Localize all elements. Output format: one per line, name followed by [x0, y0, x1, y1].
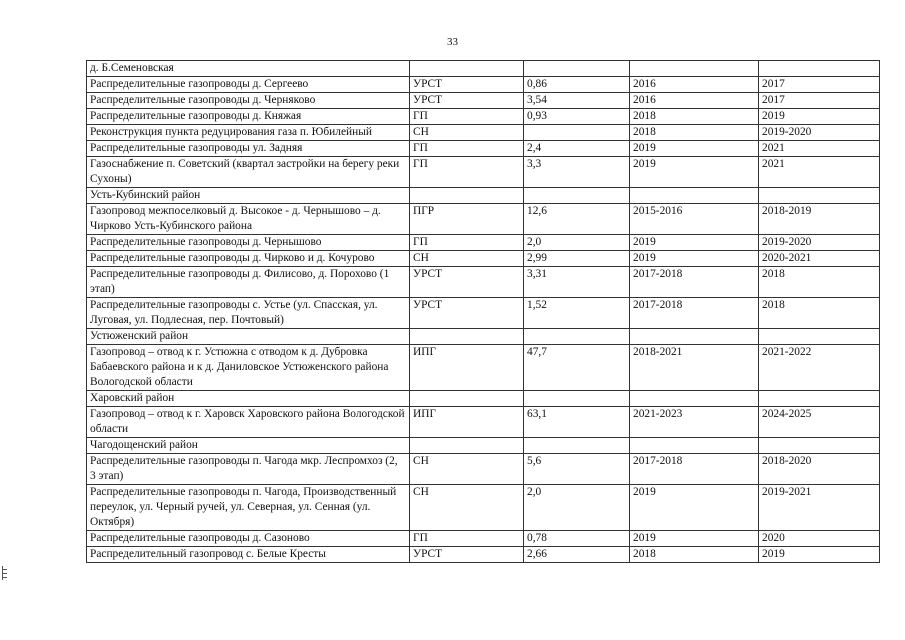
construction-period-cell: 2018 [759, 298, 880, 329]
object-name-cell: Распределительные газопроводы д. Черняково [87, 93, 410, 109]
design-period-cell [630, 188, 759, 204]
object-name-cell: Чагодощенский район [87, 438, 410, 454]
length-cell [524, 125, 630, 141]
table-row [87, 438, 880, 454]
table-row [87, 251, 880, 267]
length-cell [524, 188, 630, 204]
construction-period-cell: 2021 [759, 157, 880, 188]
gas-type-cell: ИПГ [410, 407, 524, 438]
length-cell [524, 329, 630, 345]
gas-type-cell [410, 391, 524, 407]
object-name-cell: Распределительные газопроводы д. Чирково и д. Кочурово [87, 251, 410, 267]
construction-period-cell [759, 329, 880, 345]
length-cell: 0,86 [524, 77, 630, 93]
gas-type-cell: ГП [410, 109, 524, 125]
design-period-cell: 2016 [630, 77, 759, 93]
length-cell: 3,54 [524, 93, 630, 109]
construction-period-cell: 2020-2021 [759, 251, 880, 267]
length-cell: 47,7 [524, 345, 630, 391]
design-period-cell: 2018 [630, 125, 759, 141]
table-row [87, 345, 880, 391]
object-name-cell: Газоснабжение п. Советский (квартал застройки на берегу реки Сухоны) [87, 157, 410, 188]
table-row [87, 188, 880, 204]
gas-type-cell: СН [410, 485, 524, 531]
table-row [87, 454, 880, 485]
length-cell: 63,1 [524, 407, 630, 438]
length-cell [524, 391, 630, 407]
design-period-cell: 2019 [630, 141, 759, 157]
table-row [87, 298, 880, 329]
design-period-cell: 2016 [630, 93, 759, 109]
design-period-cell [630, 391, 759, 407]
construction-period-cell: 2017 [759, 77, 880, 93]
object-name-cell: Газопровод – отвод к г. Харовск Харовского района Вологодской области [87, 407, 410, 438]
design-period-cell: 2019 [630, 251, 759, 267]
length-cell: 2,4 [524, 141, 630, 157]
object-name-cell: Газопровод – отвод к г. Устюжна с отводом к д. Дубровка Бабаевского района и к д. Даниловское Устюженского района Вологодской области [87, 345, 410, 391]
construction-period-cell: 2021-2022 [759, 345, 880, 391]
design-period-cell: 2021-2023 [630, 407, 759, 438]
gas-type-cell [410, 61, 524, 77]
gas-type-cell: ИПГ [410, 345, 524, 391]
object-name-cell: Распределительные газопроводы с. Устье (ул. Спасская, ул. Луговая, ул. Подлесная, пер. Почтовый) [87, 298, 410, 329]
gas-type-cell: ГП [410, 531, 524, 547]
length-cell: 2,66 [524, 547, 630, 563]
design-period-cell: 2018 [630, 109, 759, 125]
length-cell: 2,0 [524, 235, 630, 251]
length-cell: 3,3 [524, 157, 630, 188]
object-name-cell: Распределительные газопроводы д. Сергеево [87, 77, 410, 93]
object-name-cell: Распределительные газопроводы ул. Задняя [87, 141, 410, 157]
object-name-cell: Устюженский район [87, 329, 410, 345]
table-row [87, 547, 880, 563]
design-period-cell [630, 329, 759, 345]
design-period-cell: 2017-2018 [630, 267, 759, 298]
table-row [87, 485, 880, 531]
table-row [87, 267, 880, 298]
construction-period-cell: 2019-2021 [759, 485, 880, 531]
construction-period-cell: 2018 [759, 267, 880, 298]
design-period-cell: 2017-2018 [630, 454, 759, 485]
length-cell: 12,6 [524, 204, 630, 235]
object-name-cell: Реконструкция пункта редуцирования газа п. Юбилейный [87, 125, 410, 141]
design-period-cell [630, 438, 759, 454]
length-cell [524, 438, 630, 454]
object-name-cell: Распределительные газопроводы п. Чагода мкр. Леспромхоз (2, 3 этап) [87, 454, 410, 485]
construction-period-cell [759, 438, 880, 454]
design-period-cell [630, 61, 759, 77]
gas-type-cell: УРСТ [410, 77, 524, 93]
object-name-cell: Распределительный газопровод с. Белые Кресты [87, 547, 410, 563]
construction-period-cell [759, 61, 880, 77]
design-period-cell: 2019 [630, 485, 759, 531]
gas-type-cell: УРСТ [410, 547, 524, 563]
gas-type-cell [410, 438, 524, 454]
gas-type-cell: УРСТ [410, 93, 524, 109]
gas-type-cell [410, 188, 524, 204]
object-name-cell: д. Б.Семеновская [87, 61, 410, 77]
page-number: 33 [447, 36, 458, 48]
table-row [87, 141, 880, 157]
table-row [87, 235, 880, 251]
object-name-cell: Распределительные газопроводы д. Сазоново [87, 531, 410, 547]
table-row [87, 157, 880, 188]
construction-period-cell: 2017 [759, 93, 880, 109]
object-name-cell: Распределительные газопроводы д. Чернышово [87, 235, 410, 251]
gas-type-cell: УРСТ [410, 267, 524, 298]
length-cell: 2,0 [524, 485, 630, 531]
construction-period-cell: 2019-2020 [759, 125, 880, 141]
gas-type-cell: СН [410, 125, 524, 141]
table-row [87, 329, 880, 345]
gas-type-cell: УРСТ [410, 298, 524, 329]
gas-type-cell: ПГР [410, 204, 524, 235]
construction-period-cell: 2019 [759, 109, 880, 125]
table-row [87, 93, 880, 109]
object-name-cell: Харовский район [87, 391, 410, 407]
object-name-cell: Усть-Кубинский район [87, 188, 410, 204]
table-row [87, 204, 880, 235]
table-body [87, 61, 880, 563]
object-name-cell: Распределительные газопроводы д. Княжая [87, 109, 410, 125]
length-cell: 2,99 [524, 251, 630, 267]
construction-period-cell: 2019 [759, 547, 880, 563]
table-row [87, 531, 880, 547]
gas-type-cell [410, 329, 524, 345]
gas-pipeline-table [86, 60, 880, 563]
gas-type-cell: ГП [410, 157, 524, 188]
object-name-cell: Распределительные газопроводы п. Чагода, Производственный переулок, ул. Черный ручей, ул. Северная, ул. Сенная (ул. Октября) [87, 485, 410, 531]
design-period-cell: 2019 [630, 157, 759, 188]
design-period-cell: 2019 [630, 531, 759, 547]
gas-type-cell: ГП [410, 141, 524, 157]
table-row [87, 391, 880, 407]
table-row [87, 61, 880, 77]
construction-period-cell: 2018-2020 [759, 454, 880, 485]
construction-period-cell: 2020 [759, 531, 880, 547]
construction-period-cell: 2024-2025 [759, 407, 880, 438]
length-cell: 5,6 [524, 454, 630, 485]
gas-type-cell: ГП [410, 235, 524, 251]
length-cell: 1,52 [524, 298, 630, 329]
construction-period-cell [759, 391, 880, 407]
object-name-cell: Распределительные газопроводы д. Филисово, д. Порохово (1 этап) [87, 267, 410, 298]
length-cell [524, 61, 630, 77]
table-row [87, 407, 880, 438]
gas-type-cell: СН [410, 251, 524, 267]
length-cell: 3,31 [524, 267, 630, 298]
construction-period-cell: 2018-2019 [759, 204, 880, 235]
construction-period-cell: 2021 [759, 141, 880, 157]
table-row [87, 77, 880, 93]
table-row [87, 109, 880, 125]
design-period-cell: 2018 [630, 547, 759, 563]
gas-type-cell: СН [410, 454, 524, 485]
length-cell: 0,93 [524, 109, 630, 125]
construction-period-cell [759, 188, 880, 204]
design-period-cell: 2019 [630, 235, 759, 251]
margin-mark [2, 566, 6, 580]
construction-period-cell: 2019-2020 [759, 235, 880, 251]
length-cell: 0,78 [524, 531, 630, 547]
design-period-cell: 2015-2016 [630, 204, 759, 235]
design-period-cell: 2018-2021 [630, 345, 759, 391]
object-name-cell: Газопровод межпоселковый д. Высокое - д. Чернышово – д. Чирково Усть-Кубинского района [87, 204, 410, 235]
design-period-cell: 2017-2018 [630, 298, 759, 329]
table-row [87, 125, 880, 141]
